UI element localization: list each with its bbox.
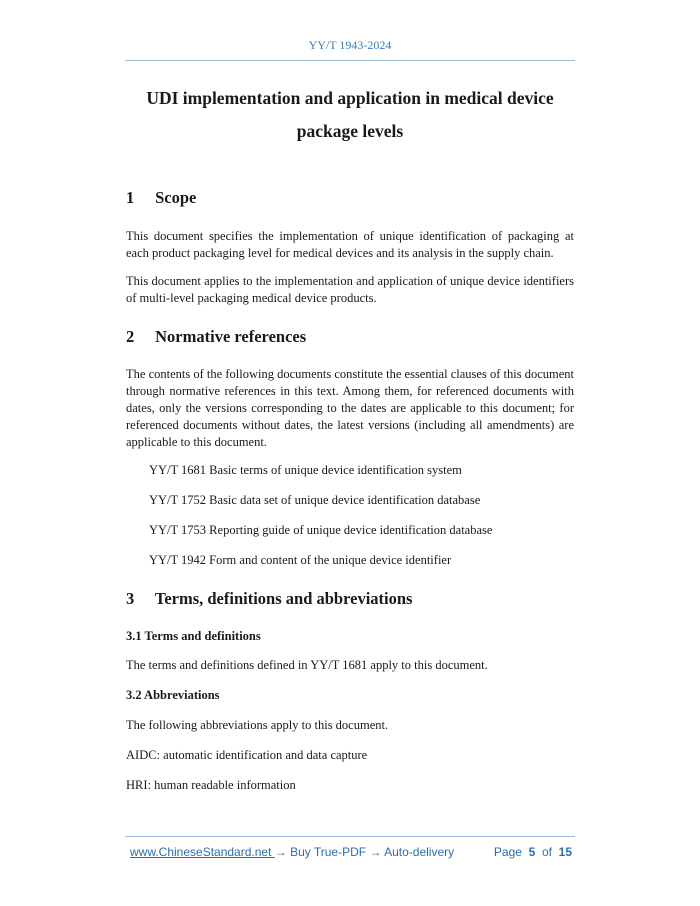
paragraph: The contents of the following documents constitute the essential clauses of this document through normative references in this text. Among them, for referenced documents with dates, only the versions corresponding to the dates are applicable to this document; for referenced documents without dates, the latest versions (including all amendments) are applicable to this document. <box>126 367 574 449</box>
abbreviation-item: HRI: human readable information <box>126 778 296 792</box>
total-pages: 15 <box>558 845 572 859</box>
subsection-heading: 3.2 Abbreviations <box>126 688 220 702</box>
section-title: Terms, definitions and abbreviations <box>154 589 413 608</box>
current-page: 5 <box>528 845 536 859</box>
paragraph: This document specifies the implementation of unique identification of packaging at each product packaging level for medical devices and its analysis in the supply chain. <box>126 229 574 260</box>
header-divider <box>125 60 575 61</box>
section-title: Normative references <box>155 327 307 346</box>
running-header: YY/T 1943-2024 <box>308 38 392 52</box>
paragraph: The following abbreviations apply to this document. <box>126 718 389 732</box>
reference-item: YY/T 1753 Reporting guide of unique device identification database <box>149 523 493 537</box>
paragraph: The terms and definitions defined in YY/T 1681 apply to this document. <box>126 658 488 672</box>
section-2-heading <box>126 327 306 347</box>
section-3-heading <box>126 589 412 609</box>
document-title-line2: package levels <box>296 121 404 141</box>
paragraph: This document applies to the implementation and application of unique device identifiers of multi-level packaging medical device products. <box>126 274 574 305</box>
page-label: Page <box>493 845 522 859</box>
section-title: Scope <box>155 188 197 207</box>
reference-item: YY/T 1752 Basic data set of unique device identification database <box>149 493 481 507</box>
subsection-heading: 3.1 Terms and definitions <box>126 629 261 643</box>
document-title-line1: UDI implementation and application in medical device <box>146 88 554 108</box>
website-link[interactable]: www.ChineseStandard.net <box>130 845 275 859</box>
of-label: of <box>541 845 552 859</box>
footer-divider <box>125 836 575 837</box>
section-1-heading <box>126 188 196 208</box>
page-indicator <box>494 845 572 859</box>
section-number: 2 <box>126 327 135 346</box>
footer-tagline: → Buy True-PDF → Auto-delivery <box>274 845 455 859</box>
page-footer <box>130 845 572 859</box>
footer-left <box>130 845 454 859</box>
section-number: 3 <box>126 589 135 608</box>
reference-item: YY/T 1681 Basic terms of unique device identification system <box>149 463 462 477</box>
abbreviation-item: AIDC: automatic identification and data capture <box>126 748 368 762</box>
section-number: 1 <box>126 188 135 207</box>
reference-item: YY/T 1942 Form and content of the unique device identifier <box>149 553 452 567</box>
